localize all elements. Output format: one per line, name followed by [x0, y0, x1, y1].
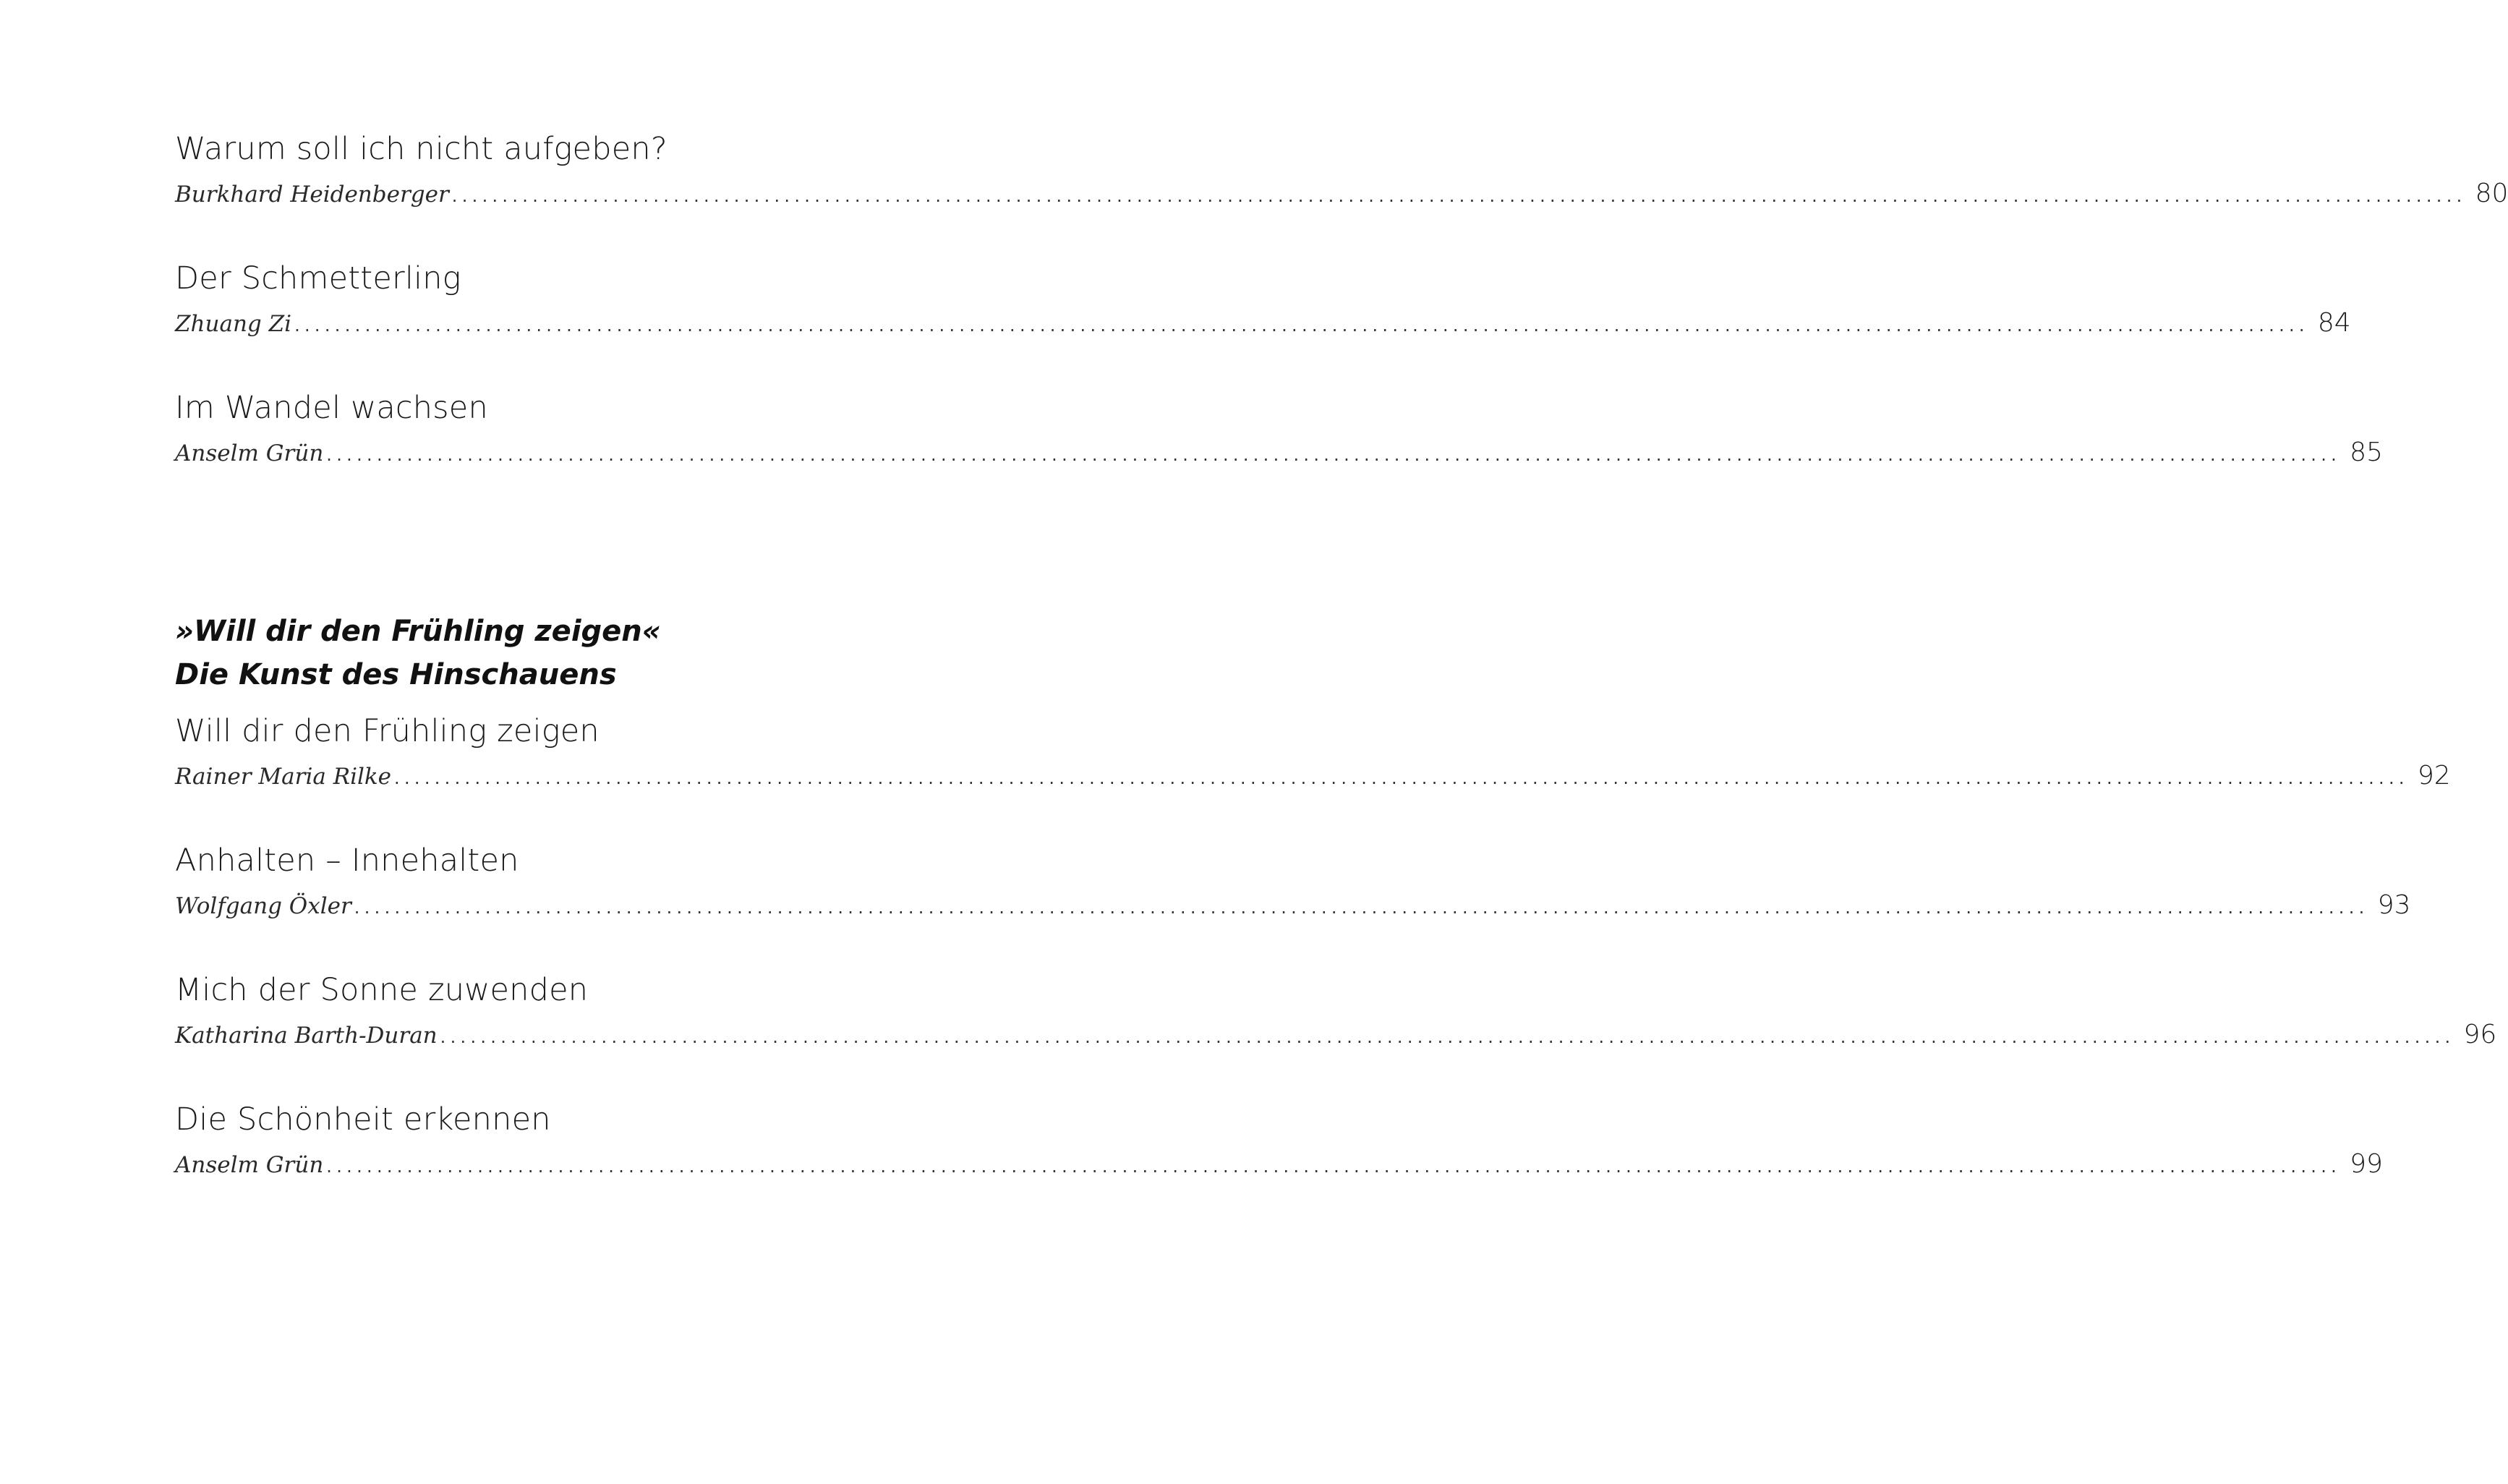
entry-author: Anselm Grün	[175, 440, 324, 466]
toc-entry[interactable]	[175, 130, 2508, 208]
toc-entry[interactable]	[175, 1101, 2383, 1179]
toc-entry[interactable]	[175, 260, 2351, 338]
section-heading	[175, 610, 891, 696]
entry-title: Mich der Sonne zuwenden	[175, 972, 589, 1008]
entry-line	[175, 1020, 2497, 1049]
dot-leader: ........................................................................................................................................................................................................	[394, 768, 2409, 788]
toc-entry[interactable]	[175, 971, 2497, 1049]
entry-page-number: 93	[2377, 890, 2411, 920]
section-heading-line-2: Die Kunst des Hinschauens	[175, 658, 617, 691]
entry-page-number: 80	[2475, 179, 2508, 208]
entry-title: Die Schönheit erkennen	[175, 1101, 551, 1138]
entry-line	[175, 890, 2411, 920]
dot-leader: ........................................................................................................................................................................................................	[354, 897, 2369, 918]
dot-leader: ........................................................................................................................................................................................................	[451, 186, 2467, 206]
entry-page-number: 96	[2463, 1020, 2497, 1049]
dot-leader: ........................................................................................................................................................................................................	[326, 1156, 2342, 1177]
entry-page-number: 92	[2417, 761, 2451, 790]
section-heading-line-1: »Will dir den Frühling zeigen«	[175, 615, 661, 648]
toc-entry[interactable]	[175, 842, 2411, 920]
entry-author: Wolfgang Öxler	[175, 893, 351, 919]
entry-author: Katharina Barth-Duran	[175, 1023, 438, 1049]
toc-entry[interactable]	[175, 712, 2451, 790]
dot-leader: ........................................................................................................................................................................................................	[294, 315, 2309, 336]
entry-title: Im Wandel wachsen	[175, 390, 488, 426]
entry-page-number: 85	[2350, 438, 2383, 467]
entry-title: Der Schmetterling	[175, 260, 461, 297]
entry-line	[175, 761, 2451, 790]
entry-author: Rainer Maria Rilke	[175, 764, 392, 790]
dot-leader: ........................................................................................................................................................................................................	[326, 445, 2342, 465]
entry-author: Anselm Grün	[175, 1152, 324, 1178]
entry-page-number: 84	[2317, 308, 2351, 338]
entry-author: Burkhard Heidenberger	[175, 182, 449, 208]
entry-title: Will dir den Frühling zeigen	[175, 713, 600, 749]
entry-line	[175, 308, 2351, 338]
entry-line	[175, 179, 2508, 208]
entry-title: Anhalten – Innehalten	[175, 843, 519, 879]
entry-author: Zhuang Zi	[175, 311, 292, 337]
entry-line	[175, 1149, 2383, 1179]
entry-page-number: 99	[2350, 1149, 2383, 1179]
toc-entry[interactable]	[175, 389, 2383, 467]
dot-leader: ........................................................................................................................................................................................................	[440, 1027, 2455, 1047]
entry-title: Warum soll ich nicht aufgeben?	[175, 131, 667, 167]
entry-line	[175, 438, 2383, 467]
